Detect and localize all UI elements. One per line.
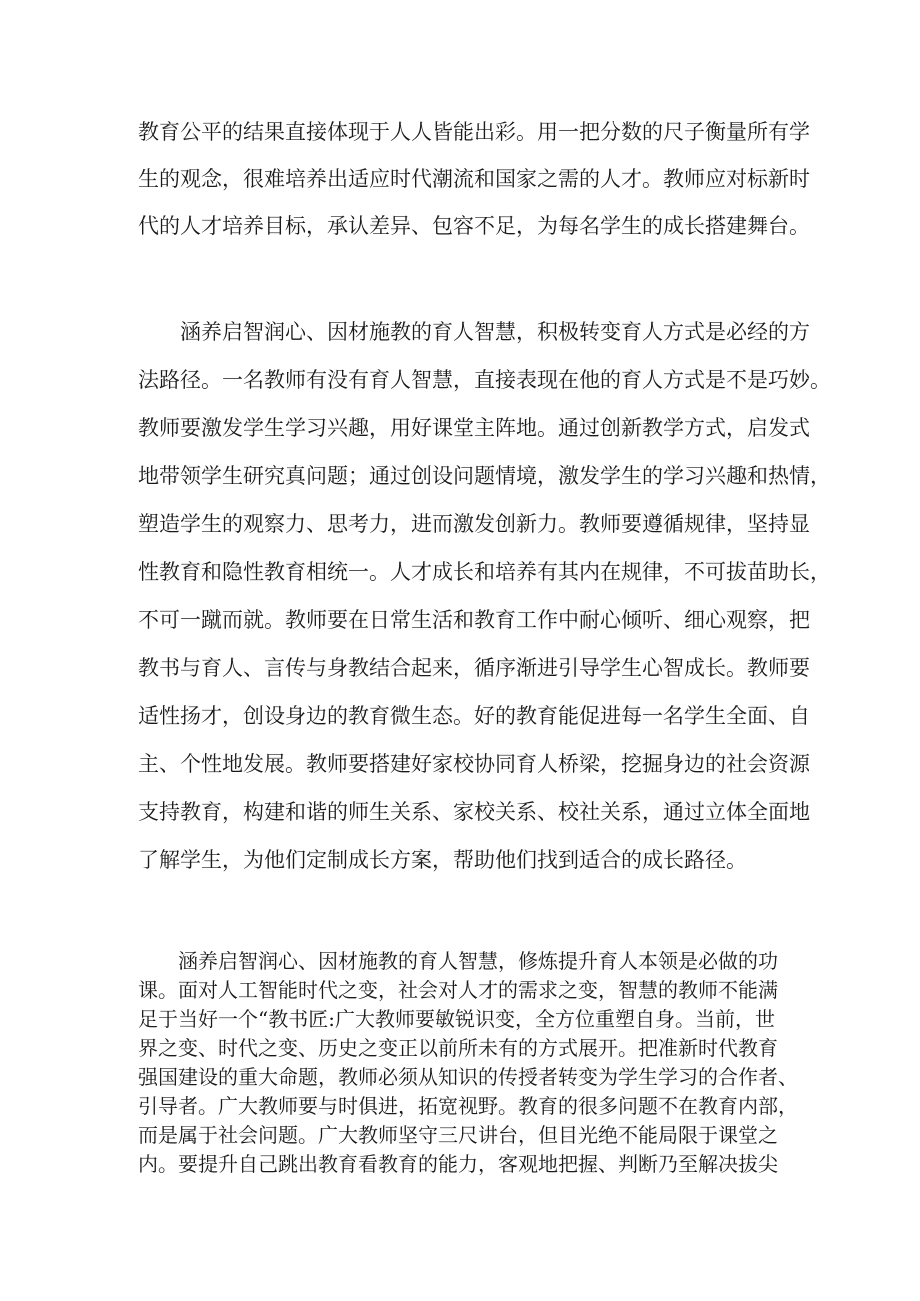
paragraph-line: 主、个性地发展。教师要搭建好家校协同育人桥梁，挖掘身边的社会资源 [138, 752, 810, 776]
paragraph-line: 而是属于社会问题。广大教师坚守三尺讲台，但目光绝不能局限于课堂之 [138, 1123, 778, 1147]
paragraph-line: 法路径。一名教师有没有育人智慧，直接表现在他的育人方式是不是巧妙。 [138, 368, 831, 392]
paragraph-line: 足于当好一个“教书匠:广大教师要敏锐识变，全方位重塑自身。当前，世 [138, 1007, 775, 1031]
paragraph-line: 引导者。广大教师要与时俱进，拓宽视野。教育的很多问题不在教育内部， [138, 1094, 798, 1118]
paragraph-line: 课。面对人工智能时代之变，社会对人才的需求之变，智慧的教师不能满 [138, 978, 778, 1002]
paragraph-line: 地带领学生研究真问题；通过创设问题情境，激发学生的学习兴趣和热情， [138, 464, 831, 488]
paragraph-line: 性教育和隐性教育相统一。人才成长和培养有其内在规律，不可拔苗助长， [138, 560, 831, 584]
paragraph-line: 涵养启智润心、因材施教的育人智慧，修炼提升育人本领是必做的功 [138, 949, 778, 973]
paragraph-line: 生的观念，很难培养出适应时代潮流和国家之需的人才。教师应对标新时 [138, 167, 810, 191]
paragraph-line: 塑造学生的观察力、思考力，进而激发创新力。教师要遵循规律，坚持显 [138, 512, 810, 536]
paragraph-line: 强国建设的重大命题，教师必须从知识的传授者转变为学生学习的合作者、 [138, 1065, 798, 1089]
paragraph-line: 了解学生，为他们定制成长方案，帮助他们找到适合的成长路径。 [138, 848, 747, 872]
paragraph-line: 界之变、时代之变、历史之变正以前所未有的方式展开。把准新时代教育 [138, 1036, 778, 1060]
paragraph-line: 适性扬才，创设身边的教育微生态。好的教育能促进每一名学生全面、自 [138, 704, 810, 728]
paragraph-line: 内。要提升自己跳出教育看教育的能力，客观地把握、判断乃至解决拔尖 [138, 1152, 778, 1176]
paragraph-line: 涵养启智润心、因材施教的育人智慧，积极转变育人方式是必经的方 [138, 320, 810, 344]
paragraph-line: 教书与育人、言传与身教结合起来，循序渐进引导学生心智成长。教师要 [138, 656, 810, 680]
paragraph-line: 不可一蹴而就。教师要在日常生活和教育工作中耐心倾听、细心观察，把 [138, 608, 810, 632]
paragraph-line: 教师要激发学生学习兴趣，用好课堂主阵地。通过创新教学方式，启发式 [138, 416, 810, 440]
paragraph-line: 教育公平的结果直接体现于人人皆能出彩。用一把分数的尺子衡量所有学 [138, 120, 810, 144]
paragraph-line: 支持教育，构建和谐的师生关系、家校关系、校社关系，通过立体全面地 [138, 800, 810, 824]
paragraph-line: 代的人才培养目标，承认差异、包容不足，为每名学生的成长搭建舞台。 [138, 214, 810, 238]
